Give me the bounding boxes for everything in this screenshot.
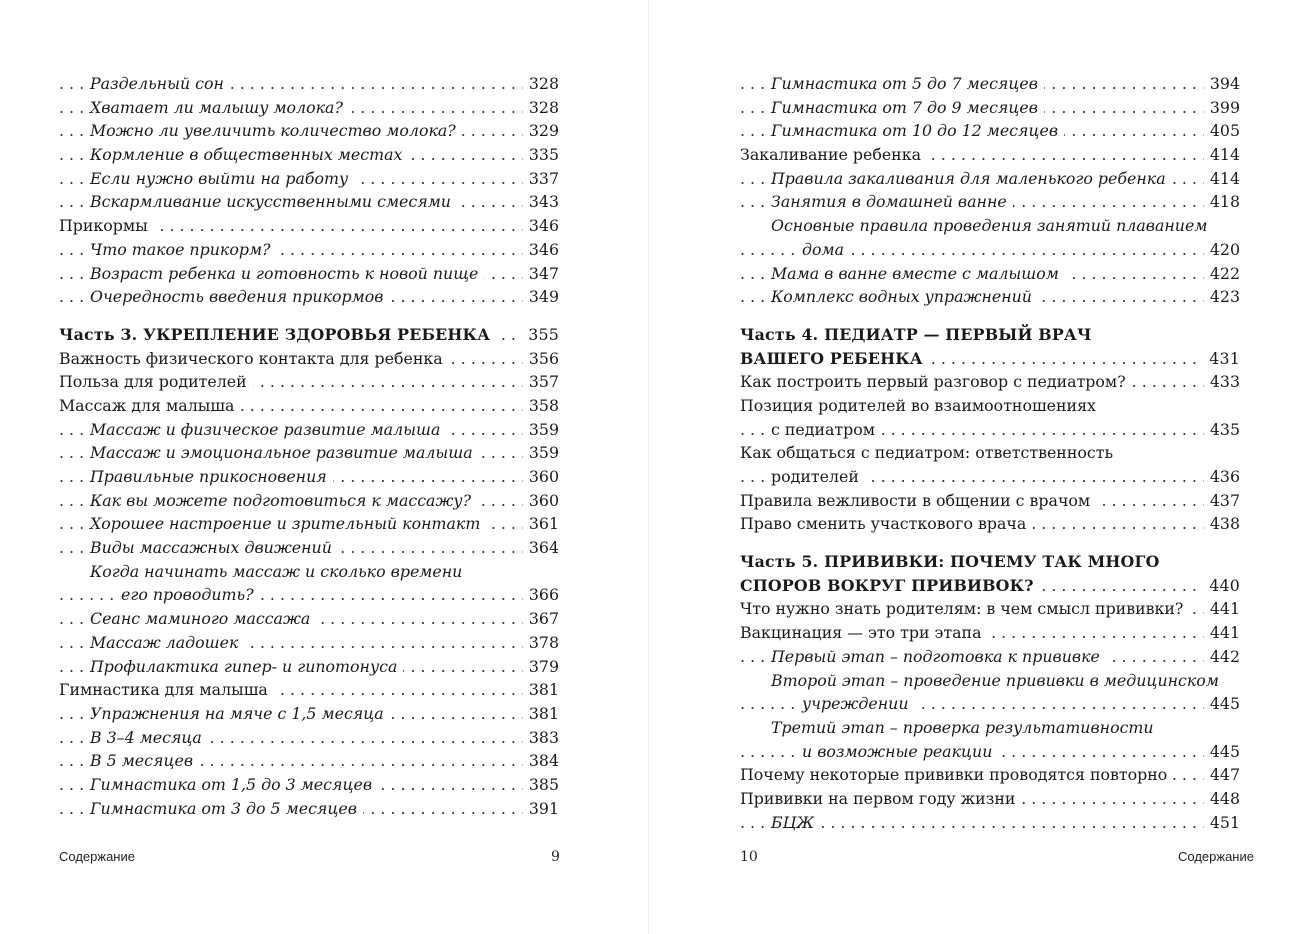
toc-entry-title: Вакцинация — это три этапа — [740, 623, 988, 642]
toc-entry — [740, 692, 1240, 716]
toc-entry — [59, 560, 559, 584]
toc-entry — [740, 394, 1240, 418]
toc-entry-title: Второй этап – проведение прививки в медицинском — [771, 670, 1219, 690]
toc-entry-page-number: 441 — [1204, 597, 1240, 621]
toc-entry — [740, 740, 1240, 764]
toc-entry-page-number: 347 — [523, 262, 559, 286]
toc-entry — [59, 119, 559, 143]
toc-entry — [740, 190, 1240, 214]
toc-entry-title: Хорошее настроение и зрительный контакт — [90, 514, 486, 533]
toc-entry — [740, 238, 1240, 262]
toc-entry-page-number: 381 — [523, 702, 559, 726]
toc-entry — [59, 631, 559, 655]
toc-entry-page-number: 356 — [523, 347, 559, 371]
toc-entry — [59, 323, 559, 347]
toc-entry — [59, 347, 559, 371]
toc-entry-title: Правила вежливости в общении с врачом — [740, 491, 1096, 510]
page-number: 9 — [551, 849, 560, 865]
toc-entry-title: учреждении — [802, 694, 915, 713]
toc-entry — [740, 489, 1240, 513]
toc-entry-page-number: 405 — [1204, 119, 1240, 143]
toc-entry-page-number: 346 — [523, 214, 559, 238]
toc-entry-page-number: 437 — [1204, 489, 1240, 513]
toc-entry-title: Очередность введения прикормов — [90, 287, 389, 306]
toc-entry-title: Гимнастика для малыша — [59, 680, 274, 699]
toc-entry-page-number: 448 — [1204, 787, 1240, 811]
toc-entry-page-number: 367 — [523, 607, 559, 631]
toc-entry — [59, 607, 559, 631]
toc-entry-page-number: 328 — [523, 96, 559, 120]
toc-entry-page-number: 328 — [523, 72, 559, 96]
toc-entry-page-number: 360 — [523, 465, 559, 489]
toc-entry — [740, 465, 1240, 489]
toc-entry-title: Закаливание ребенка — [740, 145, 927, 164]
toc-entry-page-number: 349 — [523, 285, 559, 309]
toc-entry-title: Раздельный сон — [90, 74, 230, 93]
toc-entry — [740, 323, 1240, 347]
toc-entry-page-number: 436 — [1204, 465, 1240, 489]
toc-entry-title: Возраст ребенка и готовность к новой пище — [90, 264, 484, 283]
toc-entry-title: Вскармливание искусственными смесями — [90, 192, 457, 211]
toc-entry-page-number: 381 — [523, 678, 559, 702]
toc-entry-title: Виды массажных движений — [90, 538, 338, 557]
running-footer-label: Содержание — [1178, 849, 1254, 864]
toc-entry-page-number: 451 — [1204, 811, 1240, 835]
toc-entry-title: Когда начинать массаж и сколько времени — [90, 561, 463, 581]
toc-entry-title: Массаж и физическое развитие малыша — [90, 420, 446, 439]
toc-entry-page-number: 445 — [1204, 692, 1240, 716]
toc-entry — [59, 465, 559, 489]
toc-entry-title: СПОРОВ ВОКРУГ ПРИВИВОК? — [740, 576, 1040, 595]
toc-entry — [59, 441, 559, 465]
toc-entry-title: Как вы можете подготовиться к массажу? — [90, 491, 477, 510]
toc-entry-page-number: 357 — [523, 370, 559, 394]
toc-entry-title: БЦЖ — [771, 813, 820, 832]
toc-entry-page-number: 438 — [1204, 512, 1240, 536]
toc-entry — [740, 119, 1240, 143]
toc-entry-title: Гимнастика от 3 до 5 месяцев — [90, 799, 363, 818]
toc-entry-page-number: 442 — [1204, 645, 1240, 669]
toc-entry-title: и возможные реакции — [802, 742, 998, 761]
toc-entry — [59, 773, 559, 797]
toc-entry-title: Третий этап – проверка результативности — [771, 717, 1154, 737]
toc-entry — [59, 96, 559, 120]
toc-entry-page-number: 335 — [523, 143, 559, 167]
toc-entry — [740, 669, 1240, 693]
toc-entry-page-number: 384 — [523, 749, 559, 773]
toc-entry-title: Можно ли увеличить количество молока? — [90, 121, 462, 140]
toc-entry-page-number: 423 — [1204, 285, 1240, 309]
toc-entry-page-number: 414 — [1204, 143, 1240, 167]
toc-entry-page-number: 329 — [523, 119, 559, 143]
toc-entry — [740, 763, 1240, 787]
toc-entry — [740, 143, 1240, 167]
toc-entry-title: Массаж и эмоциональное развитие малыша — [90, 443, 479, 462]
toc-entry-title: Важность физического контакта для ребенка — [59, 349, 449, 368]
toc-entry-page-number: 359 — [523, 418, 559, 442]
toc-entry-page-number: 361 — [523, 512, 559, 536]
toc-entry — [740, 96, 1240, 120]
toc-entry — [740, 167, 1240, 191]
toc-entry-title: В 5 месяцев — [90, 751, 199, 770]
toc-entry-title: Первый этап – подготовка к прививке — [771, 647, 1106, 666]
toc-entry — [59, 583, 559, 607]
toc-entry-title: В 3–4 месяца — [90, 728, 208, 747]
toc-entry-title: Основные правила проведения занятий плаванием — [771, 216, 1208, 236]
toc-entry — [740, 370, 1240, 394]
toc-entry — [59, 418, 559, 442]
toc-entry-title: Часть 3. УКРЕПЛЕНИЕ ЗДОРОВЬЯ РЕБЕНКА — [59, 325, 496, 344]
toc-entry-page-number: 355 — [522, 323, 559, 347]
toc-entry — [59, 536, 559, 560]
toc-entry — [59, 394, 559, 418]
toc-entry-page-number: 364 — [523, 536, 559, 560]
toc-entry-page-number: 378 — [523, 631, 559, 655]
toc-entry — [740, 574, 1240, 598]
toc-entry — [740, 72, 1240, 96]
toc-entry-page-number: 418 — [1204, 190, 1240, 214]
toc-entry-title: Гимнастика от 1,5 до 3 месяцев — [90, 775, 378, 794]
toc-entry-title: Гимнастика от 10 до 12 месяцев — [771, 121, 1064, 140]
toc-entry — [59, 238, 559, 262]
toc-entry-page-number: 358 — [523, 394, 559, 418]
table-of-contents-left — [59, 72, 559, 820]
toc-entry — [59, 655, 559, 679]
table-of-contents-right — [740, 72, 1240, 834]
toc-entry-title: Прикормы — [59, 216, 154, 235]
toc-entry-page-number: 445 — [1204, 740, 1240, 764]
toc-entry-title: Массаж для малыша — [59, 396, 240, 415]
toc-entry-title: ВАШЕГО РЕБЕНКА — [740, 349, 929, 368]
toc-entry-page-number: 420 — [1204, 238, 1240, 262]
toc-entry-title: Правила закаливания для маленького ребенка — [771, 169, 1172, 188]
toc-entry-title: Комплекс водных упражнений — [771, 287, 1038, 306]
right-page — [649, 0, 1298, 934]
running-footer-label: Содержание — [59, 849, 135, 864]
toc-entry-title: Что нужно знать родителям: в чем смысл прививки? — [740, 599, 1189, 618]
toc-entry — [59, 726, 559, 750]
toc-entry-title: Гимнастика от 7 до 9 месяцев — [771, 98, 1044, 117]
toc-entry-page-number: 391 — [523, 797, 559, 821]
toc-entry — [59, 190, 559, 214]
toc-entry-title: Как построить первый разговор с педиатром? — [740, 372, 1132, 391]
toc-entry — [740, 645, 1240, 669]
toc-entry-page-number: 359 — [523, 441, 559, 465]
toc-entry-title: Почему некоторые прививки проводятся повторно — [740, 765, 1173, 784]
toc-entry-title: Прививки на первом году жизни — [740, 789, 1021, 808]
toc-entry — [740, 716, 1240, 740]
toc-entry — [740, 441, 1240, 465]
toc-entry — [59, 167, 559, 191]
toc-entry-title: его проводить? — [121, 585, 260, 604]
toc-entry-title: дома — [802, 240, 850, 259]
toc-entry — [740, 621, 1240, 645]
toc-entry — [59, 797, 559, 821]
toc-entry-title: Сеанс маминого массажа — [90, 609, 316, 628]
toc-entry — [740, 418, 1240, 442]
toc-entry-page-number: 343 — [523, 190, 559, 214]
toc-entry-page-number: 337 — [523, 167, 559, 191]
toc-entry-page-number: 399 — [1204, 96, 1240, 120]
toc-entry-page-number: 433 — [1204, 370, 1240, 394]
toc-entry-page-number: 414 — [1204, 167, 1240, 191]
toc-entry-title: Часть 5. ПРИВИВКИ: ПОЧЕМУ ТАК МНОГО — [740, 552, 1160, 572]
toc-entry — [59, 702, 559, 726]
toc-entry-page-number: 447 — [1204, 763, 1240, 787]
toc-entry-title: Если нужно выйти на работу — [90, 169, 354, 188]
toc-entry-title: родителей — [771, 467, 865, 486]
toc-entry — [740, 787, 1240, 811]
toc-entry-page-number: 346 — [523, 238, 559, 262]
toc-entry — [59, 72, 559, 96]
toc-entry-title: Часть 4. ПЕДИАТР — ПЕРВЫЙ ВРАЧ — [740, 324, 1092, 344]
toc-entry-page-number: 441 — [1204, 621, 1240, 645]
toc-entry — [59, 214, 559, 238]
toc-entry — [59, 749, 559, 773]
toc-entry — [59, 370, 559, 394]
toc-entry — [59, 512, 559, 536]
toc-entry-title: Мама в ванне вместе с малышом — [771, 264, 1065, 283]
toc-entry — [59, 262, 559, 286]
toc-entry-page-number: 379 — [523, 655, 559, 679]
toc-entry-title: Право сменить участкового врача — [740, 514, 1032, 533]
toc-entry-title: Массаж ладошек — [90, 633, 244, 652]
toc-entry — [740, 214, 1240, 238]
toc-entry — [740, 550, 1240, 574]
toc-entry-page-number: 431 — [1203, 347, 1240, 371]
toc-entry-title: Правильные прикосновения — [90, 467, 333, 486]
toc-entry — [740, 512, 1240, 536]
toc-entry-page-number: 435 — [1204, 418, 1240, 442]
toc-entry-page-number: 422 — [1204, 262, 1240, 286]
toc-entry — [59, 489, 559, 513]
toc-entry — [740, 347, 1240, 371]
toc-entry-page-number: 360 — [523, 489, 559, 513]
toc-entry-title: Польза для родителей — [59, 372, 253, 391]
toc-entry-title: Что такое прикорм? — [90, 240, 277, 259]
toc-entry — [740, 262, 1240, 286]
toc-entry-title: Кормление в общественных местах — [90, 145, 408, 164]
toc-entry-title: с педиатром — [771, 420, 881, 439]
toc-entry — [740, 811, 1240, 835]
toc-entry-title: Как общаться с педиатром: ответственность — [740, 443, 1114, 463]
toc-entry-page-number: 383 — [523, 726, 559, 750]
toc-entry — [740, 597, 1240, 621]
page-number: 10 — [740, 849, 758, 865]
toc-entry-page-number: 394 — [1204, 72, 1240, 96]
toc-entry — [59, 143, 559, 167]
toc-entry-page-number: 385 — [523, 773, 559, 797]
toc-entry-title: Упражнения на мяче с 1,5 месяца — [90, 704, 390, 723]
toc-entry — [59, 678, 559, 702]
toc-entry-title: Хватает ли малышу молока? — [90, 98, 349, 117]
toc-entry-title: Профилактика гипер- и гипотонуса — [90, 657, 403, 676]
toc-entry — [740, 285, 1240, 309]
toc-entry-page-number: 366 — [523, 583, 559, 607]
toc-entry-page-number: 440 — [1203, 574, 1240, 598]
toc-entry-title: Гимнастика от 5 до 7 месяцев — [771, 74, 1044, 93]
toc-entry-title: Позиция родителей во взаимоотношениях — [740, 395, 1096, 415]
toc-entry-title: Занятия в домашней ванне — [771, 192, 1013, 211]
toc-entry — [59, 285, 559, 309]
